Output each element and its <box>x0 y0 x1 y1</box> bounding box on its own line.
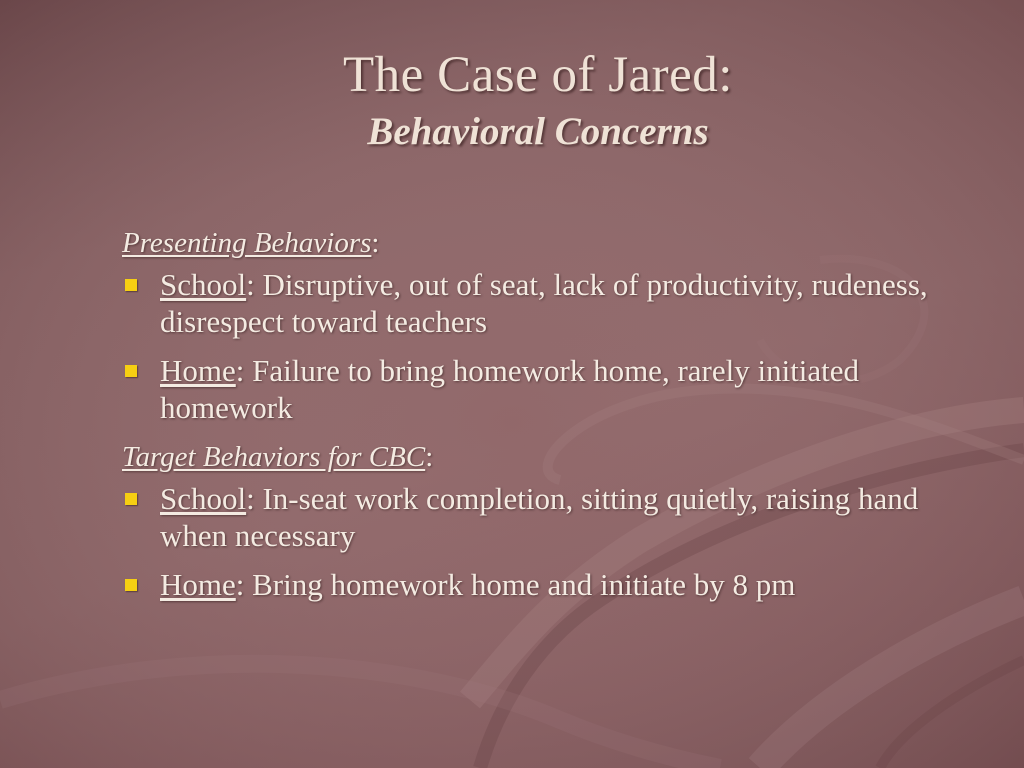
square-bullet-icon <box>125 493 137 505</box>
section-heading-suffix: : <box>371 227 380 259</box>
bullet-text: : Bring homework home and initiate by 8 pm <box>235 567 796 602</box>
bullet-item-presenting-home <box>122 352 982 426</box>
bullet-item-target-home <box>122 566 982 603</box>
slide-content <box>122 224 982 615</box>
square-bullet-icon <box>125 365 137 377</box>
bullet-text: : Failure to bring homework home, rarely initiated homework <box>160 353 860 425</box>
bullet-item-target-school <box>122 480 982 554</box>
title-block <box>0 44 1024 156</box>
bullet-item-presenting-school <box>122 266 982 340</box>
bullet-label: Home <box>160 353 236 388</box>
section-heading-presenting <box>122 224 982 262</box>
bullet-label: School <box>160 481 247 516</box>
bullet-label: School <box>160 267 247 302</box>
section-heading-label: Presenting Behaviors <box>122 227 372 259</box>
slide-title: The Case of Jared: <box>343 47 733 103</box>
slide-subtitle: Behavioral Concerns <box>367 110 709 153</box>
square-bullet-icon <box>125 579 137 591</box>
bullet-text: : Disruptive, out of seat, lack of productivity, rudeness, disrespect toward teachers <box>160 267 928 339</box>
bullet-text: : In-seat work completion, sitting quietly, raising hand when necessary <box>160 481 919 553</box>
section-heading-target <box>122 438 982 476</box>
bullet-label: Home <box>160 567 236 602</box>
section-heading-suffix: : <box>425 441 434 473</box>
section-heading-label: Target Behaviors for CBC <box>122 441 426 473</box>
square-bullet-icon <box>125 279 137 291</box>
